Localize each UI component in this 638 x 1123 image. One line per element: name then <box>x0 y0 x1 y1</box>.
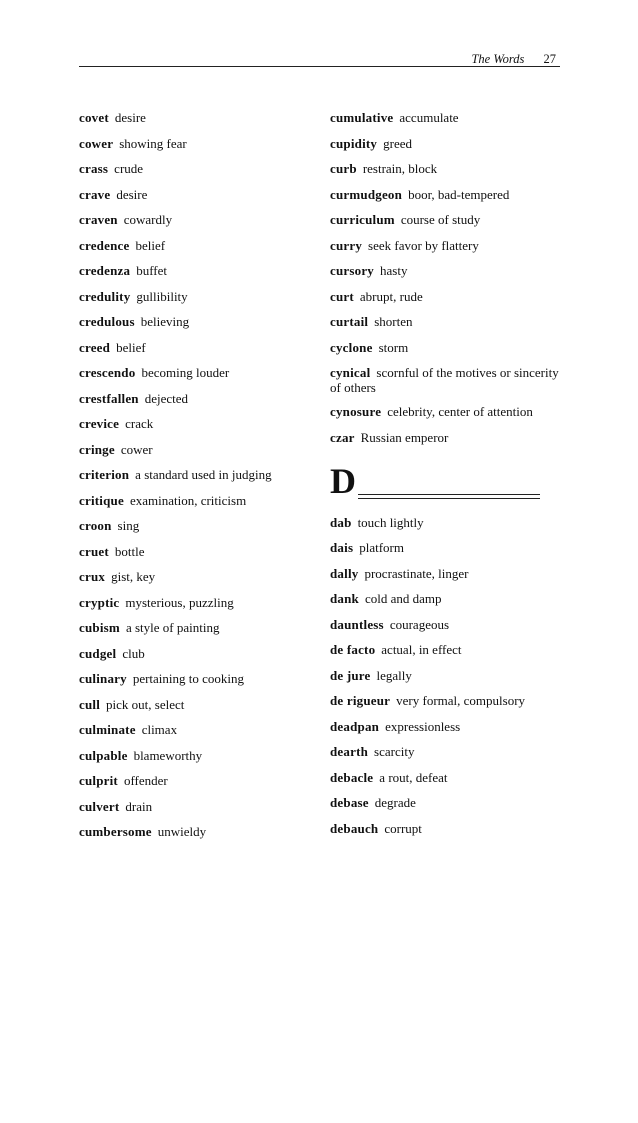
entry-term: creed <box>79 339 111 355</box>
entry-definition: Russian emperor <box>360 429 449 445</box>
entry-definition: scarcity <box>374 744 415 759</box>
entry-term: cursory <box>330 263 374 278</box>
entry-definition: gist, key <box>111 569 156 584</box>
entry-definition: legally <box>376 667 412 683</box>
entry-term: debase <box>330 795 369 810</box>
entry-definition: pick out, select <box>106 696 185 712</box>
entry-term: curb <box>330 161 357 176</box>
glossary-entry <box>79 799 304 814</box>
entry-definition: celebrity, center of attention <box>387 404 533 419</box>
glossary-entry <box>79 722 304 737</box>
entry-definition: corrupt <box>384 820 422 836</box>
glossary-entry <box>79 518 304 533</box>
glossary-entry <box>79 620 304 635</box>
entry-definition: desire <box>114 110 146 125</box>
glossary-entry <box>79 671 304 686</box>
entry-definition: club <box>122 645 145 661</box>
entry-definition: showing fear <box>119 135 187 151</box>
glossary-entry <box>79 824 304 839</box>
glossary-entry <box>330 617 562 632</box>
entry-term: craven <box>79 212 118 227</box>
entry-definition: accumulate <box>399 110 459 125</box>
entry-term: de jure <box>330 667 371 683</box>
entry-definition: abrupt, rude <box>359 288 423 304</box>
glossary-entry <box>79 340 304 355</box>
entry-definition: belief <box>116 339 146 355</box>
entry-term: crevice <box>79 416 120 431</box>
entry-term: deadpan <box>330 718 380 734</box>
entry-term: debauch <box>330 820 379 836</box>
entry-term: cower <box>79 135 114 151</box>
glossary-entry <box>330 136 562 151</box>
glossary-entry <box>330 289 562 304</box>
entry-term: covet <box>79 110 109 125</box>
page-number: 27 <box>543 52 556 66</box>
entry-definition: expressionless <box>385 718 461 734</box>
entry-term: cumulative <box>330 110 394 125</box>
entry-definition: very formal, compulsory <box>396 693 526 708</box>
entry-definition: cowardly <box>123 212 173 227</box>
entry-term: crave <box>79 186 111 202</box>
entry-definition: unwieldy <box>157 824 207 839</box>
glossary-entry <box>79 365 304 380</box>
entry-term: cyclone <box>330 339 373 355</box>
glossary-entry <box>79 748 304 763</box>
entry-term: criterion <box>79 467 130 482</box>
entry-definition: procrastinate, linger <box>364 565 469 581</box>
section-heading-d <box>330 460 562 503</box>
entry-definition: degrade <box>374 795 416 810</box>
entry-definition: mysterious, puzzling <box>125 594 234 610</box>
d-entries <box>330 515 562 836</box>
entry-term: curmudgeon <box>330 186 403 202</box>
entry-term: curt <box>330 288 354 304</box>
entry-term: cynosure <box>330 404 382 419</box>
entry-definition: restrain, block <box>362 161 438 176</box>
entry-term: culvert <box>79 798 120 814</box>
glossary-entry <box>330 187 562 202</box>
glossary-entry <box>79 773 304 788</box>
entry-term: dally <box>330 565 359 581</box>
entry-term: curriculum <box>330 212 395 227</box>
entry-term: critique <box>79 492 124 508</box>
entry-term: cruet <box>79 543 109 559</box>
entry-definition: sing <box>117 518 140 533</box>
entry-term: cull <box>79 696 101 712</box>
entry-definition: a rout, defeat <box>379 769 448 785</box>
entry-term: czar <box>330 429 355 445</box>
entry-term: crestfallen <box>79 390 139 406</box>
glossary-entry <box>79 493 304 508</box>
glossary-entry <box>330 212 562 227</box>
right-column <box>330 110 562 846</box>
entry-definition: crack <box>125 416 154 431</box>
entry-definition: a standard used in judging <box>135 467 272 482</box>
header-rule <box>79 66 560 67</box>
entry-term: dank <box>330 591 359 606</box>
entry-term: culinary <box>79 671 127 686</box>
glossary-entry <box>79 544 304 559</box>
glossary-entry <box>330 744 562 759</box>
entry-term: debacle <box>330 769 374 785</box>
entry-term: culminate <box>79 722 136 737</box>
glossary-entry <box>79 161 304 176</box>
glossary-entry <box>79 212 304 227</box>
entry-definition: buffet <box>136 263 167 278</box>
entry-definition: greed <box>383 135 412 151</box>
entry-definition: shorten <box>374 314 413 329</box>
entry-definition: storm <box>378 339 409 355</box>
entry-definition: belief <box>135 237 166 253</box>
entry-definition: gullibility <box>136 288 188 304</box>
entry-definition: pertaining to cooking <box>132 671 245 686</box>
glossary-entry <box>330 161 562 176</box>
glossary-entry <box>79 416 304 431</box>
entry-definition: actual, in effect <box>381 642 462 657</box>
glossary-entry <box>79 442 304 457</box>
glossary-entry <box>330 591 562 606</box>
entry-definition: drain <box>125 798 153 814</box>
entry-term: credenza <box>79 263 131 278</box>
glossary-entry <box>330 238 562 253</box>
entry-term: credence <box>79 237 130 253</box>
entry-definition: boor, bad-tempered <box>408 186 510 202</box>
glossary-entry <box>330 821 562 836</box>
entry-definition: crude <box>114 161 144 176</box>
entry-definition: offender <box>123 773 168 788</box>
entry-term: curry <box>330 237 363 253</box>
glossary-entry <box>79 238 304 253</box>
glossary-entry <box>330 365 562 395</box>
entry-definition: desire <box>116 186 148 202</box>
entry-definition: cold and damp <box>365 591 442 606</box>
entry-definition: dejected <box>144 390 189 406</box>
entry-definition: touch lightly <box>357 514 424 530</box>
glossary-entry <box>330 515 562 530</box>
entry-term: cudgel <box>79 645 117 661</box>
glossary-entry <box>330 795 562 810</box>
glossary-entry <box>330 668 562 683</box>
entry-definition: hasty <box>380 263 408 278</box>
glossary-entry <box>79 314 304 329</box>
glossary-entry <box>330 540 562 555</box>
entry-definition: cower <box>120 441 153 457</box>
entry-term: dauntless <box>330 616 384 632</box>
running-head <box>471 52 556 67</box>
glossary-entry <box>79 263 304 278</box>
entry-term: crass <box>79 161 109 176</box>
entry-term: dearth <box>330 744 369 759</box>
entry-term: credulous <box>79 314 135 329</box>
glossary-entry <box>79 467 304 482</box>
glossary-entry <box>330 404 562 419</box>
entry-definition: scornful of the motives or sincerity of others <box>330 365 559 395</box>
entry-definition: becoming louder <box>141 365 230 380</box>
entry-term: culprit <box>79 773 118 788</box>
entry-term: dais <box>330 540 354 555</box>
left-column <box>79 110 304 850</box>
entry-term: culpable <box>79 747 128 763</box>
entry-term: de facto <box>330 642 376 657</box>
glossary-entry <box>79 110 304 125</box>
entry-definition: platform <box>359 540 404 555</box>
glossary-entry <box>79 391 304 406</box>
glossary-entry <box>330 770 562 785</box>
glossary-entry <box>79 595 304 610</box>
entry-term: cumbersome <box>79 824 152 839</box>
section-rule <box>358 494 540 499</box>
entry-definition: seek favor by flattery <box>368 237 479 253</box>
entry-definition: examination, criticism <box>129 492 247 508</box>
entry-term: croon <box>79 518 112 533</box>
entry-term: curtail <box>330 314 369 329</box>
glossary-entry <box>79 646 304 661</box>
glossary-entry <box>330 263 562 278</box>
entry-term: dab <box>330 514 352 530</box>
entry-definition: a style of painting <box>125 620 220 635</box>
section-letter: D <box>330 460 356 501</box>
glossary-entry <box>330 110 562 125</box>
glossary-entry <box>79 289 304 304</box>
glossary-entry <box>79 697 304 712</box>
glossary-entry <box>330 719 562 734</box>
glossary-entry <box>330 566 562 581</box>
entry-term: cupidity <box>330 135 378 151</box>
entry-term: cynical <box>330 365 371 380</box>
entry-definition: blameworthy <box>133 747 203 763</box>
glossary-entry <box>79 569 304 584</box>
entry-term: credulity <box>79 288 131 304</box>
entry-term: crescendo <box>79 365 136 380</box>
glossary-entry <box>330 642 562 657</box>
glossary-entry <box>330 340 562 355</box>
entry-definition: climax <box>141 722 178 737</box>
glossary-entry <box>330 314 562 329</box>
running-title: The Words <box>471 52 525 66</box>
entry-term: cubism <box>79 620 120 635</box>
glossary-entry <box>330 693 562 708</box>
entry-term: cringe <box>79 441 115 457</box>
entry-term: de rigueur <box>330 693 391 708</box>
entry-definition: course of study <box>400 212 481 227</box>
entry-term: crux <box>79 569 106 584</box>
glossary-entry <box>79 136 304 151</box>
entry-definition: bottle <box>114 543 145 559</box>
entry-term: cryptic <box>79 594 120 610</box>
entry-definition: believing <box>140 314 190 329</box>
entry-definition: courageous <box>389 616 450 632</box>
glossary-entry <box>79 187 304 202</box>
c-entries <box>330 110 562 445</box>
glossary-entry <box>330 430 562 445</box>
